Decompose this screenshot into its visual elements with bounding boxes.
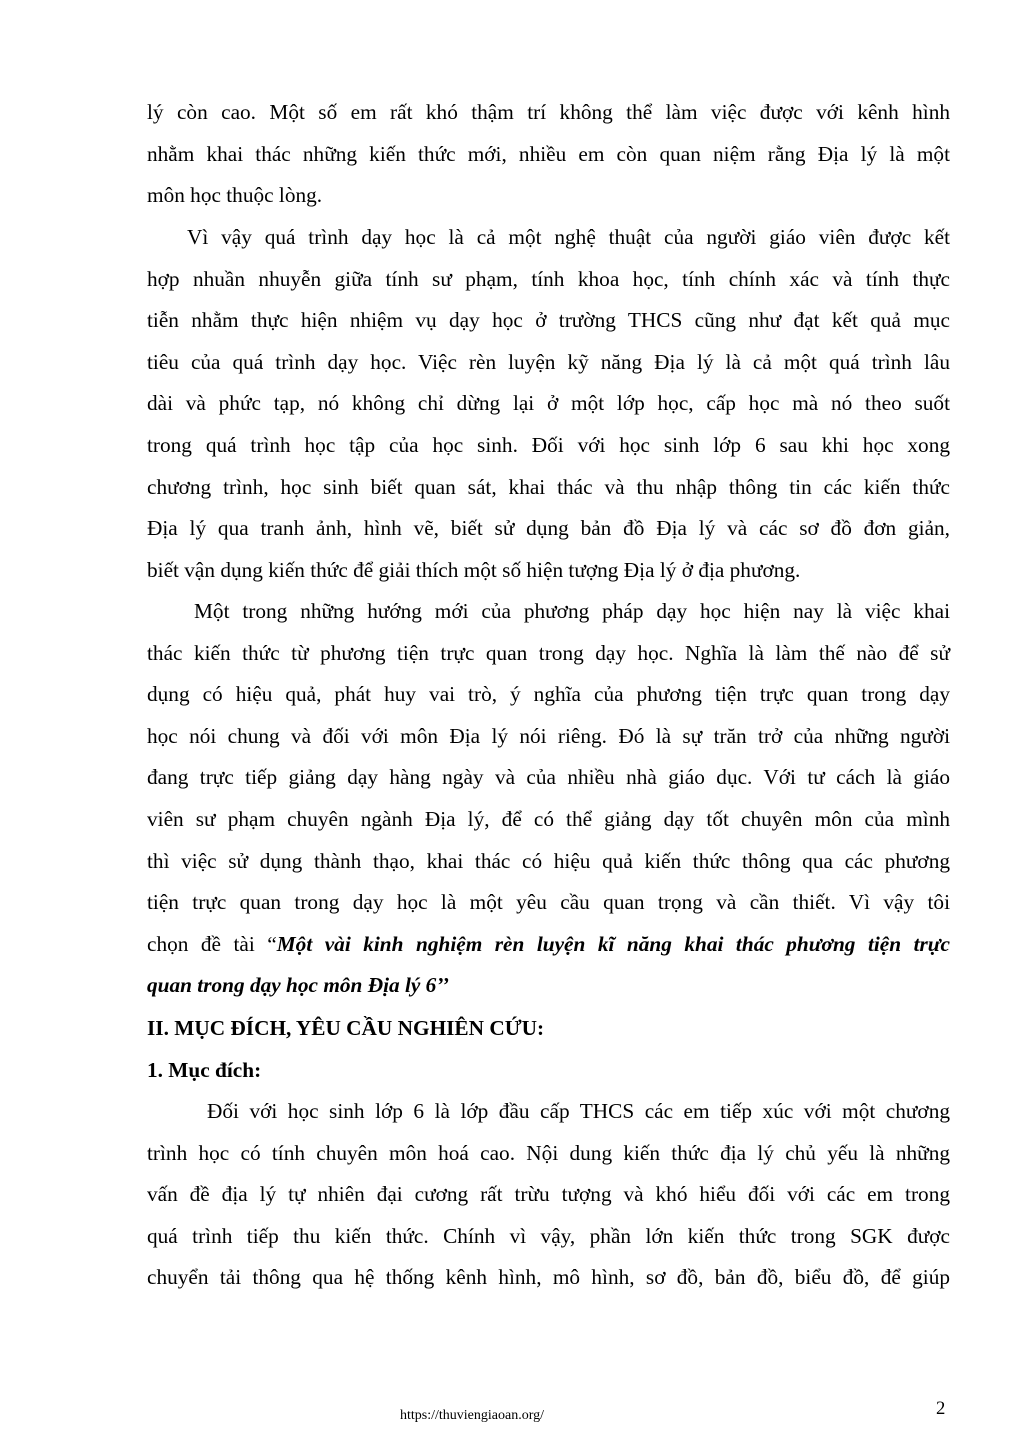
text-line: hợp nhuần nhuyễn giữa tính sư phạm, tính khoa học, tính chính xác và tính thực xyxy=(147,266,950,291)
text-line: viên sư phạm chuyên ngành Địa lý, để có thể giảng dạy tốt chuyên môn của mình xyxy=(147,806,950,831)
footer-url-link[interactable]: https://thuviengiaoan.org/ xyxy=(399,1408,544,1423)
subsection-heading: 1. Mục đích: xyxy=(147,1058,262,1082)
text-line: tiêu của quá trình dạy học. Việc rèn luyện kỹ năng Địa lý là cả một quá trình lâu xyxy=(147,349,950,374)
text-line: thác kiến thức từ phương tiện trực quan trong dạy học. Nghĩa là làm thế nào để sử xyxy=(147,640,950,665)
text-line-with-title xyxy=(147,924,950,966)
text-line: môn học thuộc lòng. xyxy=(147,183,323,208)
title-prefix: chọn đề tài “ xyxy=(147,931,277,956)
text-line: lý còn cao. Một số em rất khó thậm trí không thể làm việc được với kênh hình xyxy=(147,100,950,124)
paragraph-continuation xyxy=(147,92,950,217)
research-title-continued: quan trong dạy học môn Địa lý 6’’ xyxy=(147,973,449,998)
paragraph-new-method xyxy=(147,591,950,1007)
text-line: dài và phức tạp, nó không chỉ dừng lại ở một lớp học, cấp học mà nó theo suốt xyxy=(147,391,950,416)
text-line: đang trực tiếp giảng dạy hàng ngày và của nhiều nhà giáo dục. Với tư cách là giáo xyxy=(147,765,950,790)
text-line: chương trình, học sinh biết quan sát, khai thác và thu nhập thông tin các kiến thức xyxy=(147,474,950,499)
text-line: trình học có tính chuyên môn hoá cao. Nội dung kiến thức địa lý chủ yếu là những xyxy=(147,1140,950,1165)
text-line: nhằm khai thác những kiến thức mới, nhiều em còn quan niệm rằng Địa lý là một xyxy=(147,141,950,166)
text-line: tiễn nhằm thực hiện nhiệm vụ dạy học ở trường THCS cũng như đạt kết quả mục xyxy=(147,308,950,333)
text-line: vấn đề địa lý tự nhiên đại cương rất trừu tượng và khó hiểu đối với các em trong xyxy=(147,1182,950,1207)
text-line: Vì vậy quá trình dạy học là cả một nghệ thuật của người giáo viên được kết xyxy=(187,225,950,249)
text-line: biết vận dụng kiến thức để giải thích một số hiện tượng Địa lý ở địa phương. xyxy=(147,557,801,582)
text-line: học nói chung và đối với môn Địa lý nói riêng. Đó là sự trăn trở của những người xyxy=(147,723,950,748)
text-line: Địa lý qua tranh ảnh, hình vẽ, biết sử dụng bản đồ Địa lý và các sơ đồ đơn giản, xyxy=(147,516,950,541)
text-line: tiện trực quan trong dạy học là một yêu cầu quan trọng và cần thiết. Vì vậy tôi xyxy=(147,890,950,915)
research-title: Một vài kinh nghiệm rèn luyện kĩ năng khai thác phương tiện trực xyxy=(276,931,950,956)
page-number: 2 xyxy=(936,1398,946,1419)
text-line: quá trình tiếp thu kiến thức. Chính vì vậy, phần lớn kiến thức trong SGK được xyxy=(147,1223,950,1248)
paragraph-purpose xyxy=(147,1091,950,1299)
text-line: Một trong những hướng mới của phương pháp dạy học hiện nay là việc khai xyxy=(194,599,950,623)
text-line: dụng có hiệu quả, phát huy vai trò, ý nghĩa của phương tiện trực quan trong dạy xyxy=(147,682,950,707)
paragraph-teaching-art xyxy=(147,217,950,591)
footer-url xyxy=(0,1408,1024,1424)
text-line: thì việc sử dụng thành thạo, khai thác có hiệu quả kiến thức thông qua các phương xyxy=(147,848,950,873)
text-line: Đối với học sinh lớp 6 là lớp đầu cấp THCS các em tiếp xúc với một chương xyxy=(207,1099,950,1123)
text-line: chuyển tải thông qua hệ thống kênh hình, mô hình, sơ đồ, bản đồ, biểu đồ, để giúp xyxy=(147,1265,950,1290)
text-line: trong quá trình học tập của học sinh. Đối với học sinh lớp 6 sau khi học xong xyxy=(147,432,950,457)
section-heading: II. MỤC ĐÍCH, YÊU CẦU NGHIÊN CỨU: xyxy=(147,1016,545,1040)
